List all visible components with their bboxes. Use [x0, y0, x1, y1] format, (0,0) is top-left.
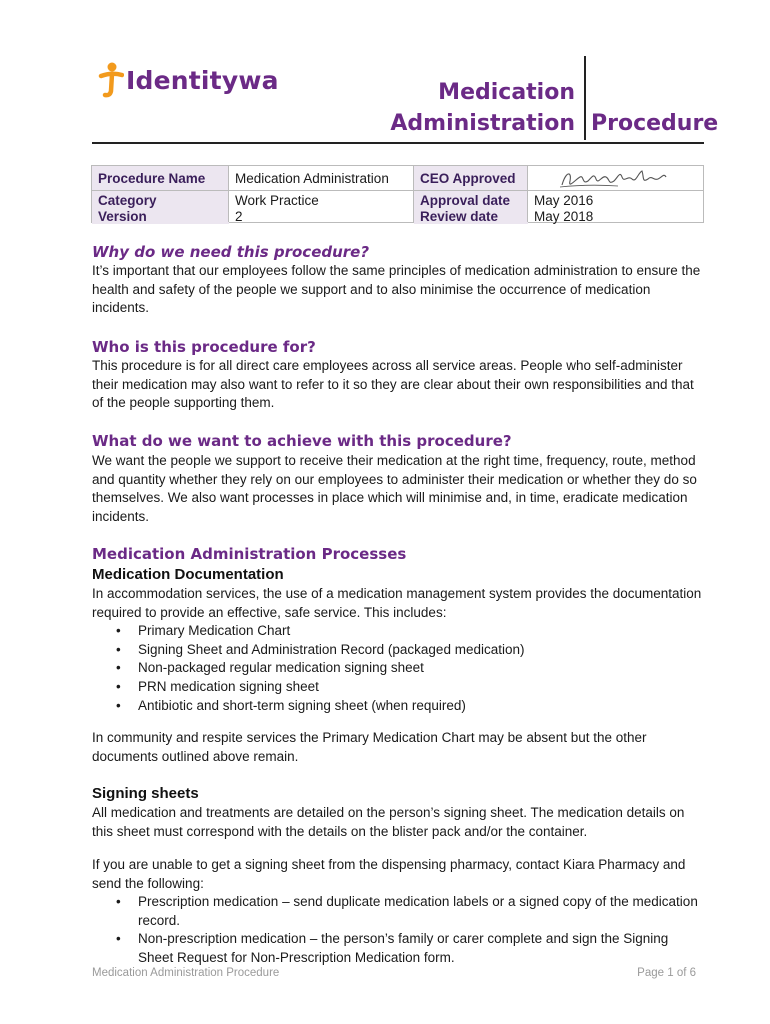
list-item: • Antibiotic and short-term signing sheet (when required)	[92, 697, 702, 716]
version-label: Version	[98, 209, 147, 224]
ceo-signature-cell	[528, 166, 705, 191]
version-value: 2	[235, 209, 243, 224]
title-procedure: Procedure	[591, 111, 719, 136]
ceo-approved-label: CEO Approved	[420, 171, 516, 186]
category-label: Category	[98, 193, 157, 208]
person-logo-icon	[98, 61, 124, 99]
procedure-name-value-cell	[229, 166, 414, 191]
documentation-text: In accommodation services, the use of a medication management system provides the documentation required to provide an effective, safe service. This includes:	[92, 586, 702, 620]
what-heading: What do we want to achieve with this procedure?	[92, 432, 512, 450]
table-divider	[413, 166, 414, 222]
list-item: • PRN medication signing sheet	[92, 678, 702, 697]
table-divider	[92, 190, 703, 191]
dates-value-cell	[528, 191, 705, 224]
unable-text: If you are unable to get a signing sheet from the dispensing pharmacy, contact Kiara Pharmacy and send the following:	[92, 857, 686, 891]
documentation-heading: Medication Documentation	[92, 566, 284, 583]
table-divider	[527, 166, 528, 222]
identitywa-logo	[98, 60, 279, 100]
procedure-name-value: Medication Administration	[235, 171, 389, 186]
procedure-name-label-cell	[92, 166, 229, 191]
logo-text: Identitywa	[126, 65, 279, 95]
signing-heading: Signing sheets	[92, 785, 199, 802]
what-text: We want the people we support to receive their medication at the right time, frequency, route, method and quantity whether they rely on our employees to administer their medication or whether they do so themselves. We also want processes in place which will minimise and, in time, eradicate medication incidents.	[92, 453, 697, 525]
approval-date-label: Approval date	[420, 193, 511, 208]
approval-date-value: May 2016	[534, 193, 594, 208]
dates-label-cell	[414, 191, 528, 224]
why-text: It’s important that our employees follow the same principles of medication administration to ensure the health and safety of the people we support and to also minimise the occurrence of medication incidents.	[92, 263, 701, 316]
category-version-value-cell	[229, 191, 414, 224]
review-date-label: Review date	[420, 209, 499, 224]
procedure-info-table	[91, 165, 704, 223]
category-value: Work Practice	[235, 193, 319, 208]
category-version-label-cell	[92, 191, 229, 224]
community-text: In community and respite services the Primary Medication Chart may be absent but the other documents outlined above remain.	[92, 730, 647, 764]
footer-title: Medication Administration Procedure	[92, 967, 280, 979]
procedure-name-label: Procedure Name	[98, 171, 206, 186]
title-administration: Administration	[390, 111, 575, 136]
list-item: • Non-prescription medication – the person’s family or carer complete and sign the Signing Sheet Request for Non-Prescription Medication form.	[92, 930, 702, 967]
who-text: This procedure is for all direct care employees across all service areas. People who self-administer their medication may also want to refer to it so they are clear about their own responsibilities and that of the people supporting them.	[92, 358, 694, 411]
table-divider	[228, 166, 229, 222]
who-heading: Who is this procedure for?	[92, 338, 316, 356]
list-item: • Signing Sheet and Administration Record (packaged medication)	[92, 641, 702, 660]
signing-text: All medication and treatments are detailed on the person’s signing sheet. The medication details on this sheet must correspond with the details on the blister pack and/or the container.	[92, 805, 685, 839]
list-item: • Primary Medication Chart	[92, 622, 702, 641]
review-date-value: May 2018	[534, 209, 594, 224]
list-item: • Prescription medication – send duplicate medication labels or a signed copy of the medication record.	[92, 893, 702, 930]
page-number: Page 1 of 6	[637, 967, 696, 979]
ceo-approved-label-cell	[414, 166, 528, 191]
ceo-signature-icon	[558, 167, 678, 191]
title-divider-vertical	[584, 56, 586, 140]
title-divider-horizontal	[92, 142, 704, 144]
documentation-list	[92, 622, 702, 716]
processes-heading: Medication Administration Processes	[92, 545, 407, 563]
title-medication: Medication	[438, 80, 575, 105]
why-heading: Why do we need this procedure?	[92, 243, 370, 261]
list-item: • Non-packaged regular medication signing sheet	[92, 659, 702, 678]
unable-list	[92, 893, 702, 968]
